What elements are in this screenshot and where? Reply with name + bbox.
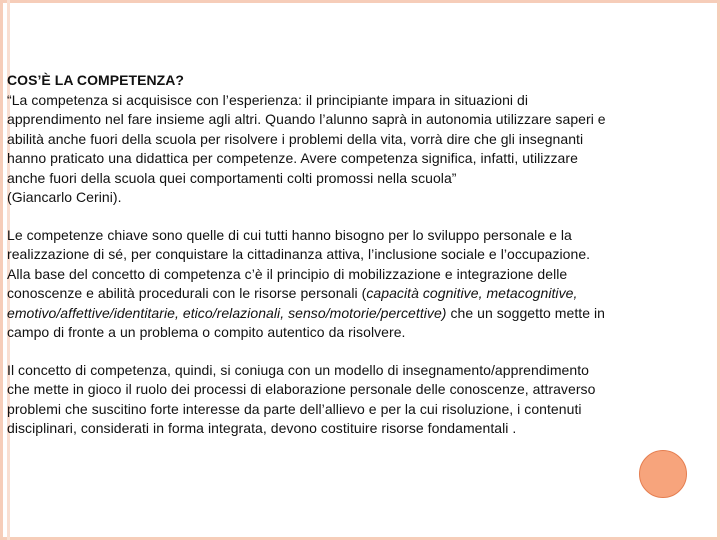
- italic-text: capacità cognitive, metacognitive,: [366, 285, 578, 301]
- decorative-circle: [639, 450, 687, 498]
- quote-line: hanno praticato una didattica per competenze. Avere competenza significa, infatti, utilizzare: [7, 150, 578, 166]
- quote-line: apprendimento nel fare insieme agli altri. Quando l’alunno saprà in autonomia utilizzare saperi e: [7, 111, 606, 127]
- competence-model-paragraph: [7, 361, 691, 439]
- slide-content: [7, 71, 691, 439]
- key-competences-paragraph: [7, 226, 691, 343]
- paragraph-line: campo di fronte a un problema o compito autentico da risolvere.: [7, 324, 406, 340]
- paragraph-line: realizzazione di sé, per conquistare la cittadinanza attiva, l’inclusione sociale e l’occupazione.: [7, 246, 591, 262]
- paragraph-line: problemi che suscitino forte interesse da parte dell’allievo e per la cui risoluzione, i contenuti: [7, 400, 582, 417]
- paragraph-line: Le competenze chiave sono quelle di cui tutti hanno bisogno per lo sviluppo personale e la: [7, 226, 572, 243]
- paragraph-line: che un soggetto mette in: [446, 304, 605, 321]
- paragraph-line: Alla base del concetto di competenza c’è il principio di mobilizzazione e integrazione delle: [7, 265, 568, 282]
- paragraph-line: conoscenze e abilità procedurali con le risorse personali (: [7, 285, 367, 301]
- quote-paragraph: [7, 71, 691, 208]
- quote-line: “La competenza si acquisisce con l’esperienza: il principiante impara in situazioni di: [7, 91, 529, 108]
- quote-line: abilità anche fuori della scuola per risolvere i problemi della vita, vorrà dire che gli insegnanti: [7, 130, 584, 147]
- italic-text: emotivo/affettive/identitarie, etico/relazionali, senso/motorie/percettive): [7, 304, 447, 321]
- paragraph-line: Il concetto di competenza, quindi, si coniuga con un modello di insegnamento/apprendimento: [7, 361, 589, 378]
- paragraph-line: disciplinari, considerati in forma integrata, devono costituire risorse fondamentali .: [7, 420, 517, 436]
- quote-author: (Giancarlo Cerini).: [7, 189, 122, 205]
- paragraph-line: che mette in gioco il ruolo dei processi di elaborazione personale delle conoscenze, attraverso: [7, 381, 596, 397]
- slide-title: COS’È LA COMPETENZA?: [7, 72, 185, 88]
- quote-line: anche fuori della scuola quei comportamenti colti promossi nella scuola”: [7, 169, 457, 186]
